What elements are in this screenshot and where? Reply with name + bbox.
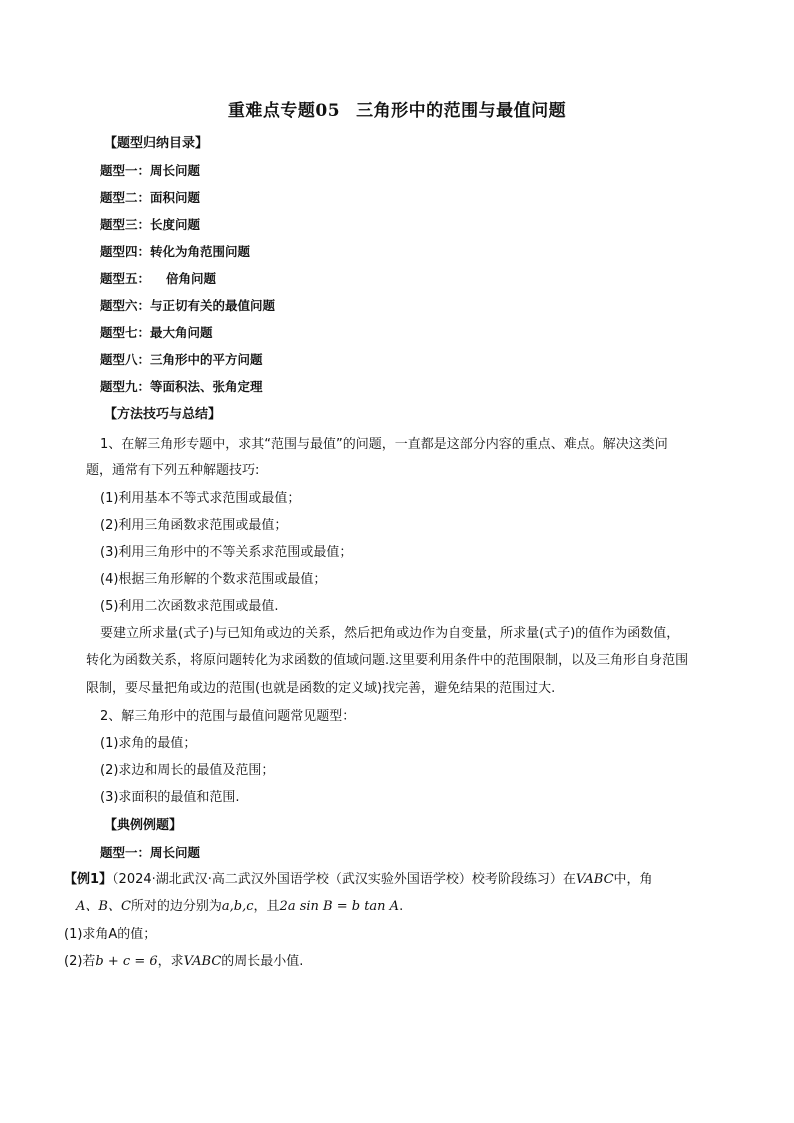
sides-vars: a,b,c [221,899,254,914]
example-1-line-2 [76,898,403,916]
question-2-prefix: (2)若 [64,954,96,969]
toc-item-5-prefix: 题型五： [100,271,151,286]
paragraph-1-line-2: 题，通常有下列五种解题技巧: [86,463,260,478]
toc-item: 题型二：面积问题 [100,190,201,205]
question-2-equation: b + c = 6 [95,954,158,969]
technique-item: (1)利用基本不等式求范围或最值； [100,491,301,506]
paragraph-2-line-2: 转化为函数关系，将原问题转化为求函数的值域问题.这里要利用条件中的范围限制，以及三角形自身范围 [86,653,689,668]
title-part-2: 三角形中的范围与最值问题 [356,101,567,121]
line-end: . [399,899,404,914]
paragraph-1-line-1: 1、在解三角形专题中，求其“范围与最值”的问题，一直都是这部分内容的重点、难点。解决这类问 [100,437,668,452]
condition-equation: 2a sin B = b tan A [279,899,400,914]
toc-item: 题型八：三角形中的平方问题 [100,352,263,367]
toc-item: 题型四：转化为角范围问题 [100,244,251,259]
title-part-1: 重难点专题05 [227,101,341,121]
example-1-triangle: VABC [575,872,614,887]
question-2-end: 的周长最小值. [221,954,304,969]
angles-abc: A、B、C [76,899,131,914]
question-1: (1)求角A的值； [64,927,157,942]
example-heading: 【典例例题】 [104,818,183,833]
example-1-label: 【例1】 [64,872,113,887]
condition-text: ，且 [253,899,280,914]
type-item: (2)求边和周长的最值及范围； [100,763,275,778]
technique-item: (4)根据三角形解的个数求范围或最值； [100,572,327,587]
example-1-source: （2024·湖北武汉·高二武汉外国语学校（武汉实验外国语学校）校考阶段练习）在 [112,872,576,887]
example-1-tail: 中，角 [613,872,653,887]
question-2-mid: ，求 [157,954,184,969]
paragraph-3: 2、解三角形中的范围与最值问题常见题型： [100,709,356,724]
toc-item: 题型一：周长问题 [100,163,201,178]
example-type-heading: 题型一：周长问题 [100,845,201,860]
example-1-line-1 [64,871,653,889]
method-heading: 【方法技巧与总结】 [104,407,222,422]
technique-item: (3)利用三角形中的不等关系求范围或最值； [100,545,353,560]
paragraph-2-line-3: 限制，要尽量把角或边的范围(也就是函数的定义域)找完善，避免结果的范围过大. [86,681,556,696]
toc-item: 题型七：最大角问题 [100,325,213,340]
toc-heading: 【题型归纳目录】 [104,136,209,151]
toc-item-5-suffix: 倍角问题 [166,271,217,286]
toc-item: 题型九：等面积法、张角定理 [100,379,263,394]
paragraph-2-line-1: 要建立所求量(式子)与已知角或边的关系，然后把角或边作为自变量，所求量(式子)的值作为函数值， [100,626,680,641]
question-2 [64,953,303,971]
technique-item: (2)利用三角函数求范围或最值； [100,518,288,533]
toc-item: 题型三：长度问题 [100,217,201,232]
toc-item-5 [100,270,216,288]
page-title [0,96,794,121]
question-2-triangle: VABC [183,954,222,969]
type-item: (3)求面积的最值和范围. [100,790,240,805]
type-item: (1)求角的最值； [100,736,197,751]
technique-item: (5)利用二次函数求范围或最值. [100,599,279,614]
toc-item: 题型六：与正切有关的最值问题 [100,298,276,313]
sides-text: 所对的边分别为 [130,899,222,914]
